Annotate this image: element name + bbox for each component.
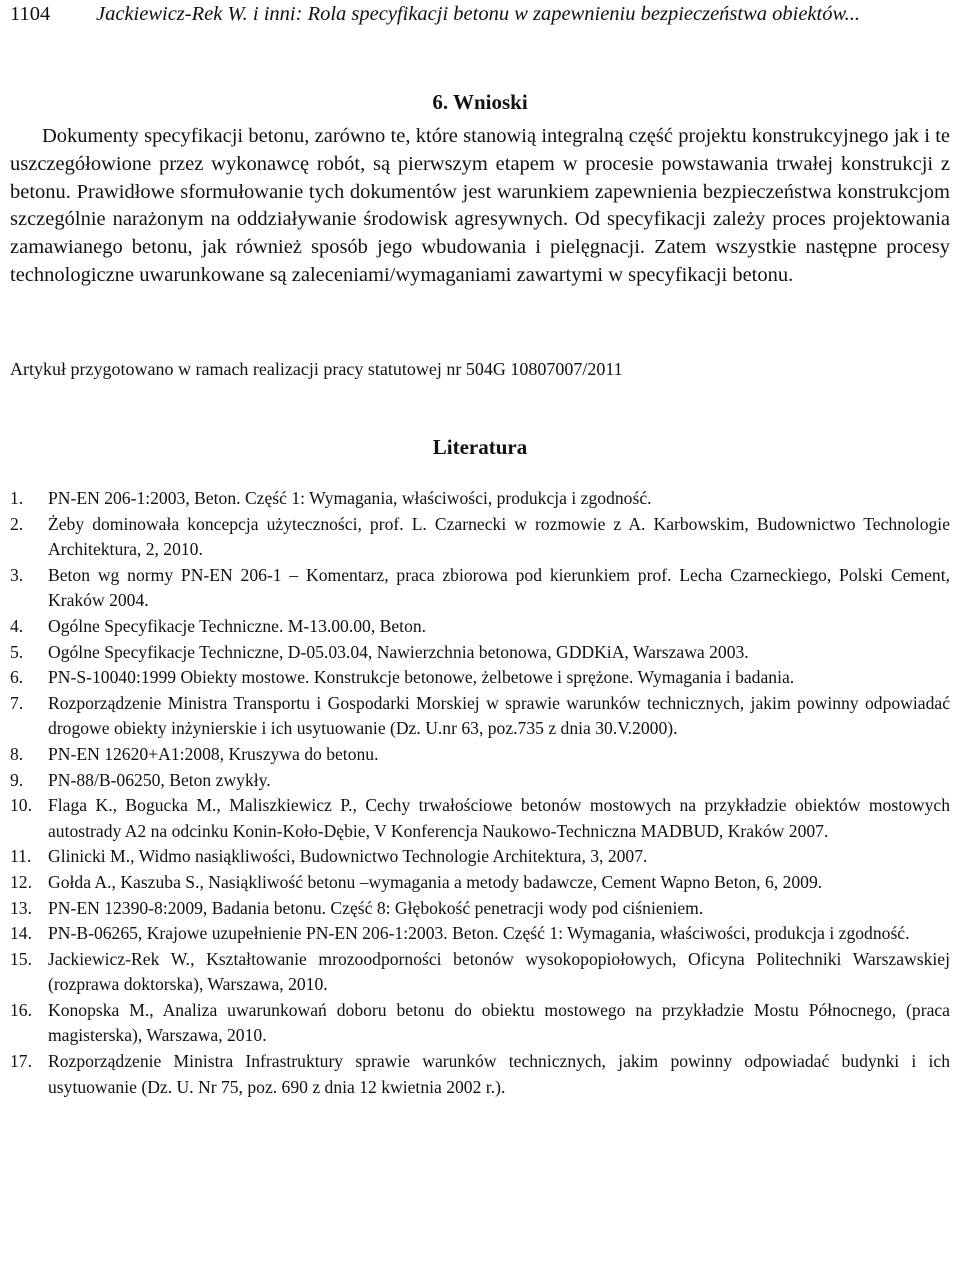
reference-item <box>10 768 950 794</box>
reference-item <box>10 691 950 742</box>
reference-item <box>10 640 950 666</box>
reference-number: 4. <box>10 615 24 636</box>
reference-text: Ogólne Specyfikacje Techniczne, D-05.03.04, Nawierzchnia betonowa, GDDKiA, Warszawa 2003. <box>48 641 749 662</box>
conclusions-paragraph: Dokumenty specyfikacji betonu, zarówno te, które stanowią integralną część projektu konstrukcyjnego jak i te uszczegółowione przez wykonawcę robót, są pierwszym etapem w procesie powstawania trwałej konstrukcji z betonu. Prawidłowe sformułowanie tych dokumentów jest warunkiem zapewnienia bezpieczeństwa konstrukcjom szczególnie narażonym na oddziaływanie środowisk agresywnych. Od specyfikacji zależy proces projektowania zamawianego betonu, jak również sposób jego wbudowania i pielęgnacji. Zatem wszystkie następne procesy technologiczne uwarunkowane są zaleceniami/wymaganiami zawartymi w specyfikacji betonu. <box>10 125 950 286</box>
reference-text: PN-EN 12390-8:2009, Badania betonu. Część 8: Głębokość penetracji wody pod ciśnieniem. <box>48 897 704 918</box>
reference-item <box>10 512 950 563</box>
reference-item <box>10 1049 950 1100</box>
reference-number: 17. <box>10 1051 32 1072</box>
reference-number: 9. <box>10 769 24 790</box>
reference-text: Rozporządzenie Ministra Transportu i Gospodarki Morskiej w sprawie warunków technicznych, jakim powinny odpowiadać drogowe obiekty inżynierskie i ich usytuowanie (Dz. U.nr 63, poz.735 z dnia 30.V.2000). <box>48 692 950 739</box>
reference-text: Konopska M., Analiza uwarunkowań doboru betonu do obiektu mostowego na przykładzie Mostu Północnego, (praca magisterska), Warszawa, 2010. <box>48 999 950 1046</box>
reference-number: 13. <box>10 897 32 918</box>
reference-text: PN-EN 206-1:2003, Beton. Część 1: Wymagania, właściwości, produkcja i zgodność. <box>48 488 652 508</box>
reference-number: 5. <box>10 641 24 662</box>
reference-number: 6. <box>10 667 24 688</box>
reference-text: PN-B-06265, Krajowe uzupełnienie PN-EN 206-1:2003. Beton. Część 1: Wymagania, właściwości, produkcja i zgodność. <box>48 923 910 944</box>
acknowledgement-note: Artykuł przygotowano w ramach realizacji pracy statutowej nr 504G 10807007/2011 <box>10 359 623 379</box>
reference-item <box>10 896 950 922</box>
section-heading: 6. Wnioski <box>432 90 528 114</box>
reference-text: Gołda A., Kaszuba S., Nasiąkliwość betonu –wymagania a metody badawcze, Cement Wapno Beton, 6, 2009. <box>48 871 823 892</box>
running-title: Jackiewicz-Rek W. i inni: Rola specyfikacji betonu w zapewnieniu bezpieczeństwa obiektów... <box>96 3 861 25</box>
reference-number: 14. <box>10 923 32 944</box>
running-header <box>10 1 950 27</box>
reference-number: 2. <box>10 513 24 534</box>
reference-text: Glinicki M., Widmo nasiąkliwości, Budownictwo Technologie Architektura, 3, 2007. <box>48 846 648 867</box>
reference-item <box>10 665 950 691</box>
reference-number: 11. <box>10 846 32 867</box>
reference-item <box>10 793 950 844</box>
reference-text: Flaga K., Bogucka M., Maliszkiewicz P., Cechy trwałościowe betonów mostowych na przykładzie obiektów mostowych autostrady A2 na odcinku Konin-Koło-Dębie, V Konferencja Naukowo-Techniczna MADBUD, Kraków 2007. <box>48 795 950 841</box>
reference-item <box>10 486 950 512</box>
reference-number: 7. <box>10 692 24 713</box>
reference-number: 16. <box>10 999 32 1020</box>
reference-number: 1. <box>10 488 24 508</box>
reference-item <box>10 921 950 947</box>
reference-item <box>10 844 950 870</box>
reference-item <box>10 870 950 896</box>
reference-text: PN-S-10040:1999 Obiekty mostowe. Konstrukcje betonowe, żelbetowe i sprężone. Wymagania i badania. <box>48 667 795 688</box>
reference-list <box>10 486 950 1100</box>
reference-item <box>10 563 950 614</box>
reference-text: Żeby dominowała koncepcja użyteczności, prof. L. Czarnecki w rozmowie z A. Karbowskim, Budownictwo Technologie Architektura, 2, 2010. <box>48 513 950 560</box>
reference-text: Jackiewicz-Rek W., Kształtowanie mrozoodporności betonów wysokopopiołowych, Oficyna Politechniki Warszawskiej (rozprawa doktorska), Warszawa, 2010. <box>48 948 950 995</box>
reference-number: 10. <box>10 795 32 816</box>
reference-number: 8. <box>10 743 24 764</box>
literature-heading: Literatura <box>432 435 528 459</box>
reference-text: PN-EN 12620+A1:2008, Kruszywa do betonu. <box>48 743 379 764</box>
reference-text: Rozporządzenie Ministra Infrastruktury sprawie warunków technicznych, jakim powinny odpowiadać budynki i ich usytuowanie (Dz. U. Nr 75, poz. 690 z dnia 12 kwietnia 2002 r.). <box>48 1051 950 1097</box>
reference-item <box>10 742 950 768</box>
reference-text: PN-88/B-06250, Beton zwykły. <box>48 769 271 790</box>
reference-number: 3. <box>10 564 24 585</box>
reference-item <box>10 614 950 640</box>
reference-number: 15. <box>10 948 32 969</box>
reference-item <box>10 947 950 998</box>
reference-text: Ogólne Specyfikacje Techniczne. M-13.00.00, Beton. <box>48 615 427 636</box>
reference-item <box>10 998 950 1049</box>
reference-number: 12. <box>10 871 32 892</box>
page-number: 1104 <box>10 3 51 25</box>
reference-text: Beton wg normy PN-EN 206-1 – Komentarz, praca zbiorowa pod kierunkiem prof. Lecha Czarneckiego, Polski Cement, Kraków 2004. <box>48 564 950 611</box>
